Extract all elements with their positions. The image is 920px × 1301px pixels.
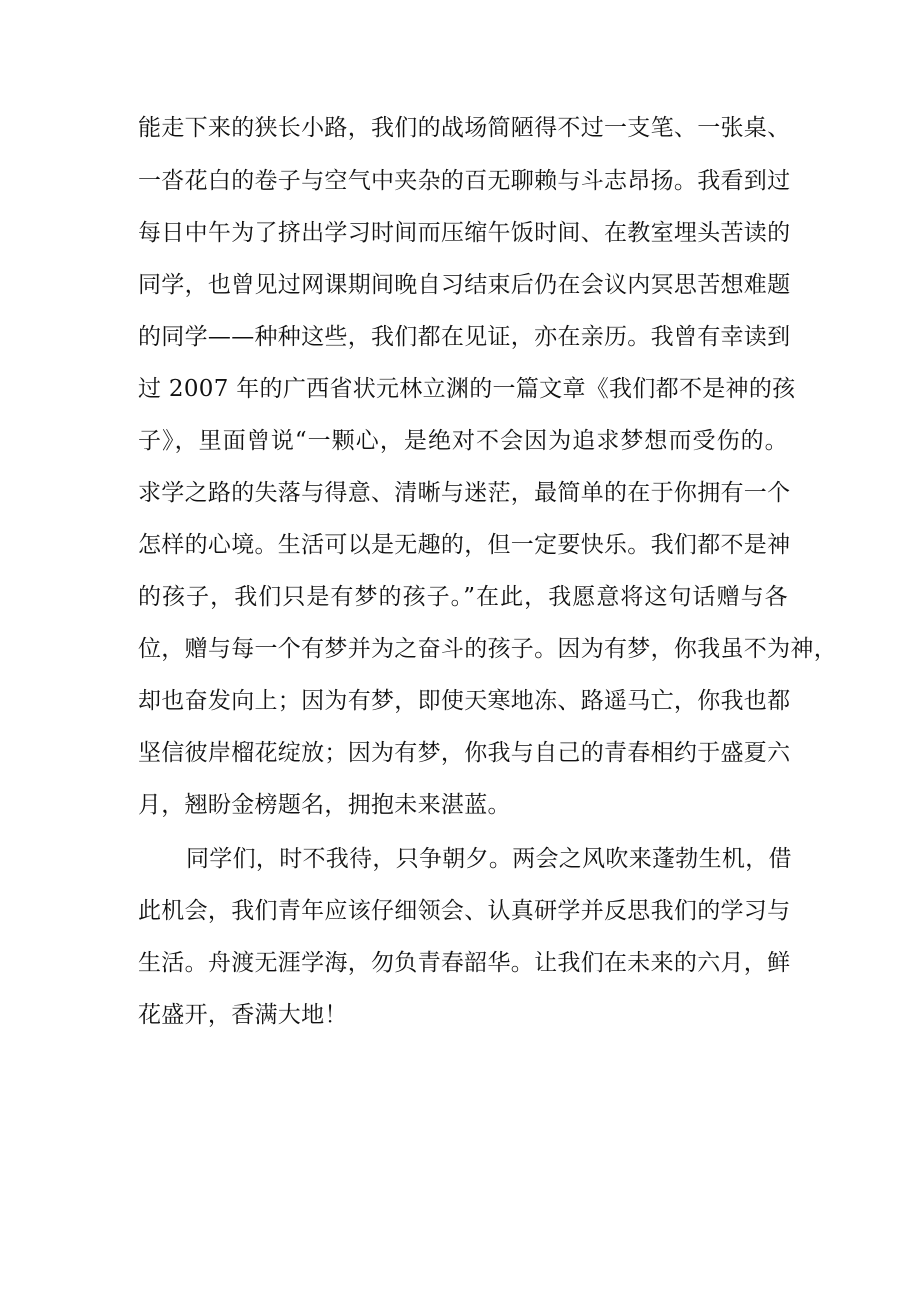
text-line: 过 2007 年的广西省状元林立渊的一篇文章《我们都不是神的孩 <box>138 376 796 402</box>
text-line: 此机会，我们青年应该仔细领会、认真研学并反思我们的学习与 <box>138 898 791 924</box>
text-line: 月，翘盼金榜题名，拥抱未来湛蓝。 <box>138 792 511 818</box>
text-line: 每日中午为了挤出学习时间而压缩午饭时间、在教室埋头苦读的 <box>138 220 791 246</box>
text-line: 求学之路的失落与得意、清晰与迷茫，最简单的在于你拥有一个 <box>138 480 791 506</box>
text-line: 位，赠与每一个有梦并为之奋斗的孩子。因为有梦，你我虽不为神， <box>138 636 837 662</box>
text-line: 花盛开，香满大地！ <box>138 1002 348 1028</box>
text-line: 同学，也曾见过网课期间晚自习结束后仍在会议内冥思苦想难题 <box>138 272 791 298</box>
text-line: 生活。舟渡无涯学海，勿负青春韶华。让我们在未来的六月，鲜 <box>138 950 791 976</box>
text-line: 同学们，时不我待，只争朝夕。两会之风吹来蓬勃生机，借 <box>186 846 792 872</box>
text-line: 子》，里面曾说“一颗心，是绝对不会因为追求梦想而受伤的。 <box>138 428 788 454</box>
text-line: 坚信彼岸榴花绽放；因为有梦，你我与自己的青春相约于盛夏六 <box>138 740 791 766</box>
text-line: 的同学——种种这些，我们都在见证，亦在亲历。我曾有幸读到 <box>138 324 791 350</box>
text-line: 却也奋发向上；因为有梦，即使天寒地冻、路遥马亡，你我也都 <box>138 688 791 714</box>
text-line: 的孩子，我们只是有梦的孩子。”在此，我愿意将这句话赠与各 <box>138 584 788 610</box>
text-line: 怎样的心境。生活可以是无趣的，但一定要快乐。我们都不是神 <box>138 532 791 558</box>
text-line: 一沓花白的卷子与空气中夹杂的百无聊赖与斗志昂扬。我看到过 <box>138 168 791 194</box>
text-line: 能走下来的狭长小路，我们的战场简陋得不过一支笔、一张桌、 <box>138 115 791 141</box>
